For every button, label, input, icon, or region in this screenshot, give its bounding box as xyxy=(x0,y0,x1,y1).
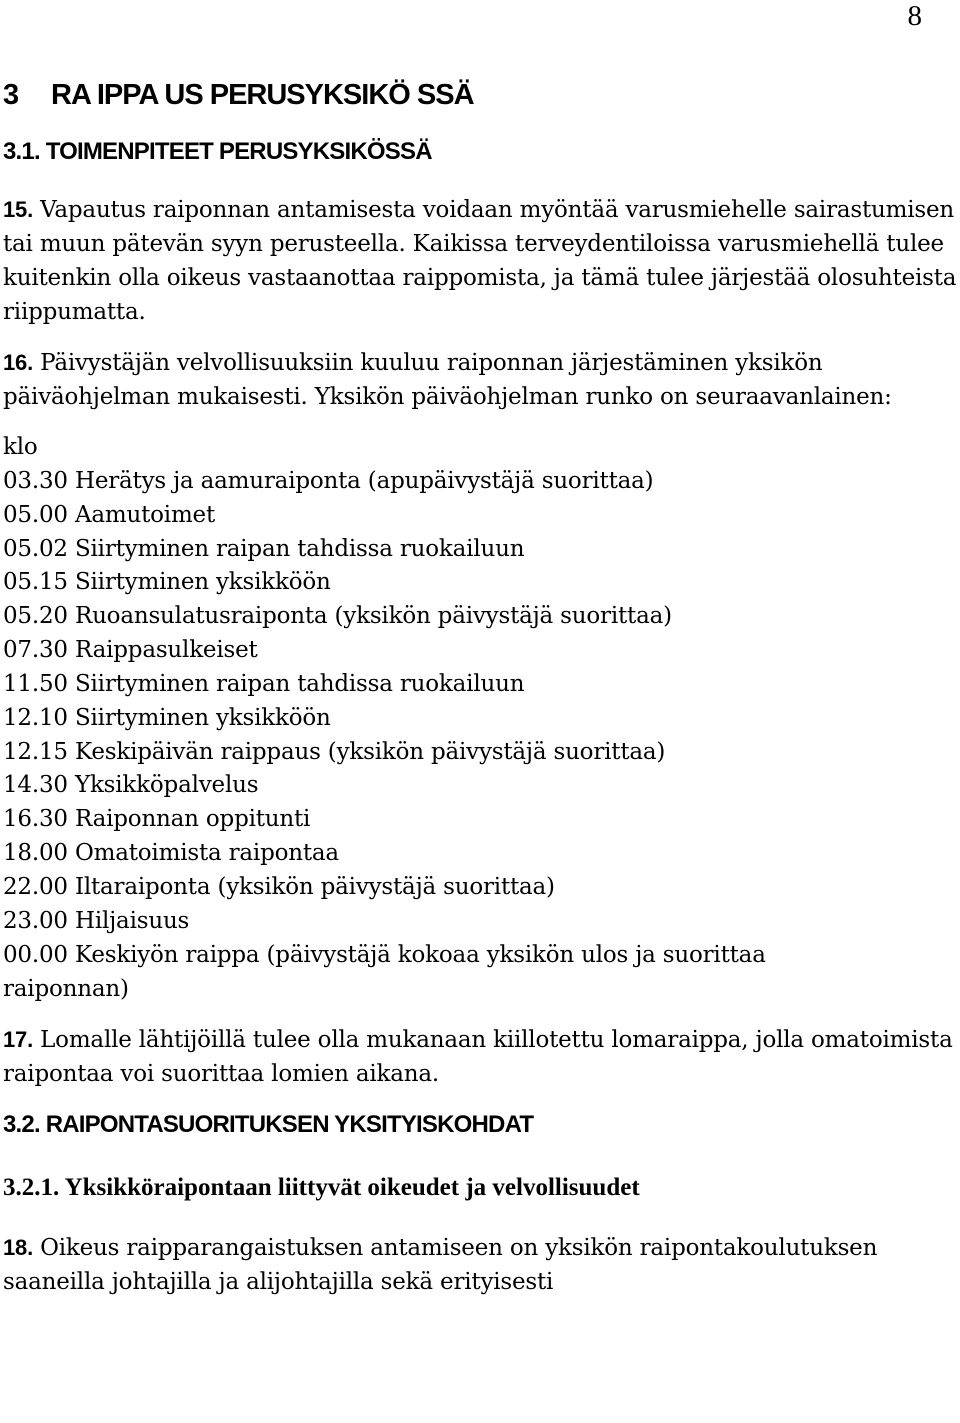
paragraph-number: 18. xyxy=(3,1235,33,1261)
paragraph-16 xyxy=(3,346,958,414)
schedule-row: 12.10 Siirtyminen yksikköön xyxy=(3,704,331,731)
daily-schedule xyxy=(3,431,958,1006)
schedule-row: raiponnan) xyxy=(3,975,129,1002)
schedule-row: 23.00 Hiljaisuus xyxy=(3,907,190,934)
schedule-row: 03.30 Herätys ja aamuraiponta (apupäivystäjä suorittaa) xyxy=(3,467,654,494)
schedule-label: klo xyxy=(3,434,38,460)
chapter-number: 3 xyxy=(3,79,19,111)
schedule-row: 14.30 Yksikköpalvelus xyxy=(3,772,259,799)
page-number: 8 xyxy=(907,0,922,32)
schedule-row: 18.00 Omatoimista raipontaa xyxy=(3,840,339,867)
subsection-heading-3-2-1: 3.2.1. Yksikköraipontaan liittyvät oikeudet ja velvollisuudet xyxy=(3,1174,640,1202)
section-heading: 3.1. TOIMENPITEET PERUSYKSIKÖSSÄ xyxy=(3,138,432,165)
paragraph-number: 16. xyxy=(3,350,33,375)
schedule-row: 05.00 Aamutoimet xyxy=(3,501,216,528)
paragraph-number: 17. xyxy=(3,1027,33,1053)
chapter-title: RA IPPA US PERUSYKSIKÖ SSÄ xyxy=(51,79,474,111)
paragraph-text: Lomalle lähtijöillä tulee olla mukanaan kiillotettu lomaraippa, jolla omatoimista raipontaa voi suorittaa lomien aikana. xyxy=(3,1027,953,1088)
schedule-row: 00.00 Keskiyön raippa (päivystäjä kokoaa yksikön ulos ja suorittaa xyxy=(3,941,766,968)
schedule-row: 05.02 Siirtyminen raipan tahdissa ruokailuun xyxy=(3,535,525,562)
paragraph-17 xyxy=(3,1023,958,1091)
paragraph-text: Vapautus raiponnan antamisesta voidaan myöntää varusmiehelle sairastumisen tai muun pätevän syyn perusteella. Kaikissa terveydentiloissa varusmiehellä tulee kuitenkin olla oikeus vastaanottaa raippomista, ja tämä tulee järjestää olosuhteista riippumatta. xyxy=(3,197,957,325)
schedule-row: 11.50 Siirtyminen raipan tahdissa ruokailuun xyxy=(3,670,525,697)
document-body xyxy=(3,72,958,1316)
paragraph-15 xyxy=(3,193,958,329)
paragraph-18 xyxy=(3,1231,958,1299)
paragraph-text: Oikeus raipparangaistuksen antamiseen on yksikön raipontakoulutuksen saaneilla johtajilla ja alijohtajilla sekä erityisesti xyxy=(3,1235,878,1296)
paragraph-text: Päivystäjän velvollisuuksiin kuuluu raiponnan järjestäminen yksikön päiväohjelman mukaisesti. Yksikön päiväohjelman runko on seuraavanlainen: xyxy=(3,350,892,410)
schedule-row: 07.30 Raippasulkeiset xyxy=(3,637,258,664)
paragraph-number: 15. xyxy=(3,197,33,222)
section-heading-3-2: 3.2. RAIPONTASUORITUKSEN YKSITYISKOHDAT xyxy=(3,1111,534,1139)
schedule-row: 16.30 Raiponnan oppitunti xyxy=(3,806,311,833)
schedule-row: 05.20 Ruoansulatusraiponta (yksikön päivystäjä suorittaa) xyxy=(3,603,672,630)
schedule-row: 12.15 Keskipäivän raippaus (yksikön päivystäjä suorittaa) xyxy=(3,738,666,765)
schedule-row: 22.00 Iltaraiponta (yksikön päivystäjä suorittaa) xyxy=(3,873,555,900)
chapter-heading xyxy=(3,72,958,118)
schedule-row: 05.15 Siirtyminen yksikköön xyxy=(3,569,331,596)
